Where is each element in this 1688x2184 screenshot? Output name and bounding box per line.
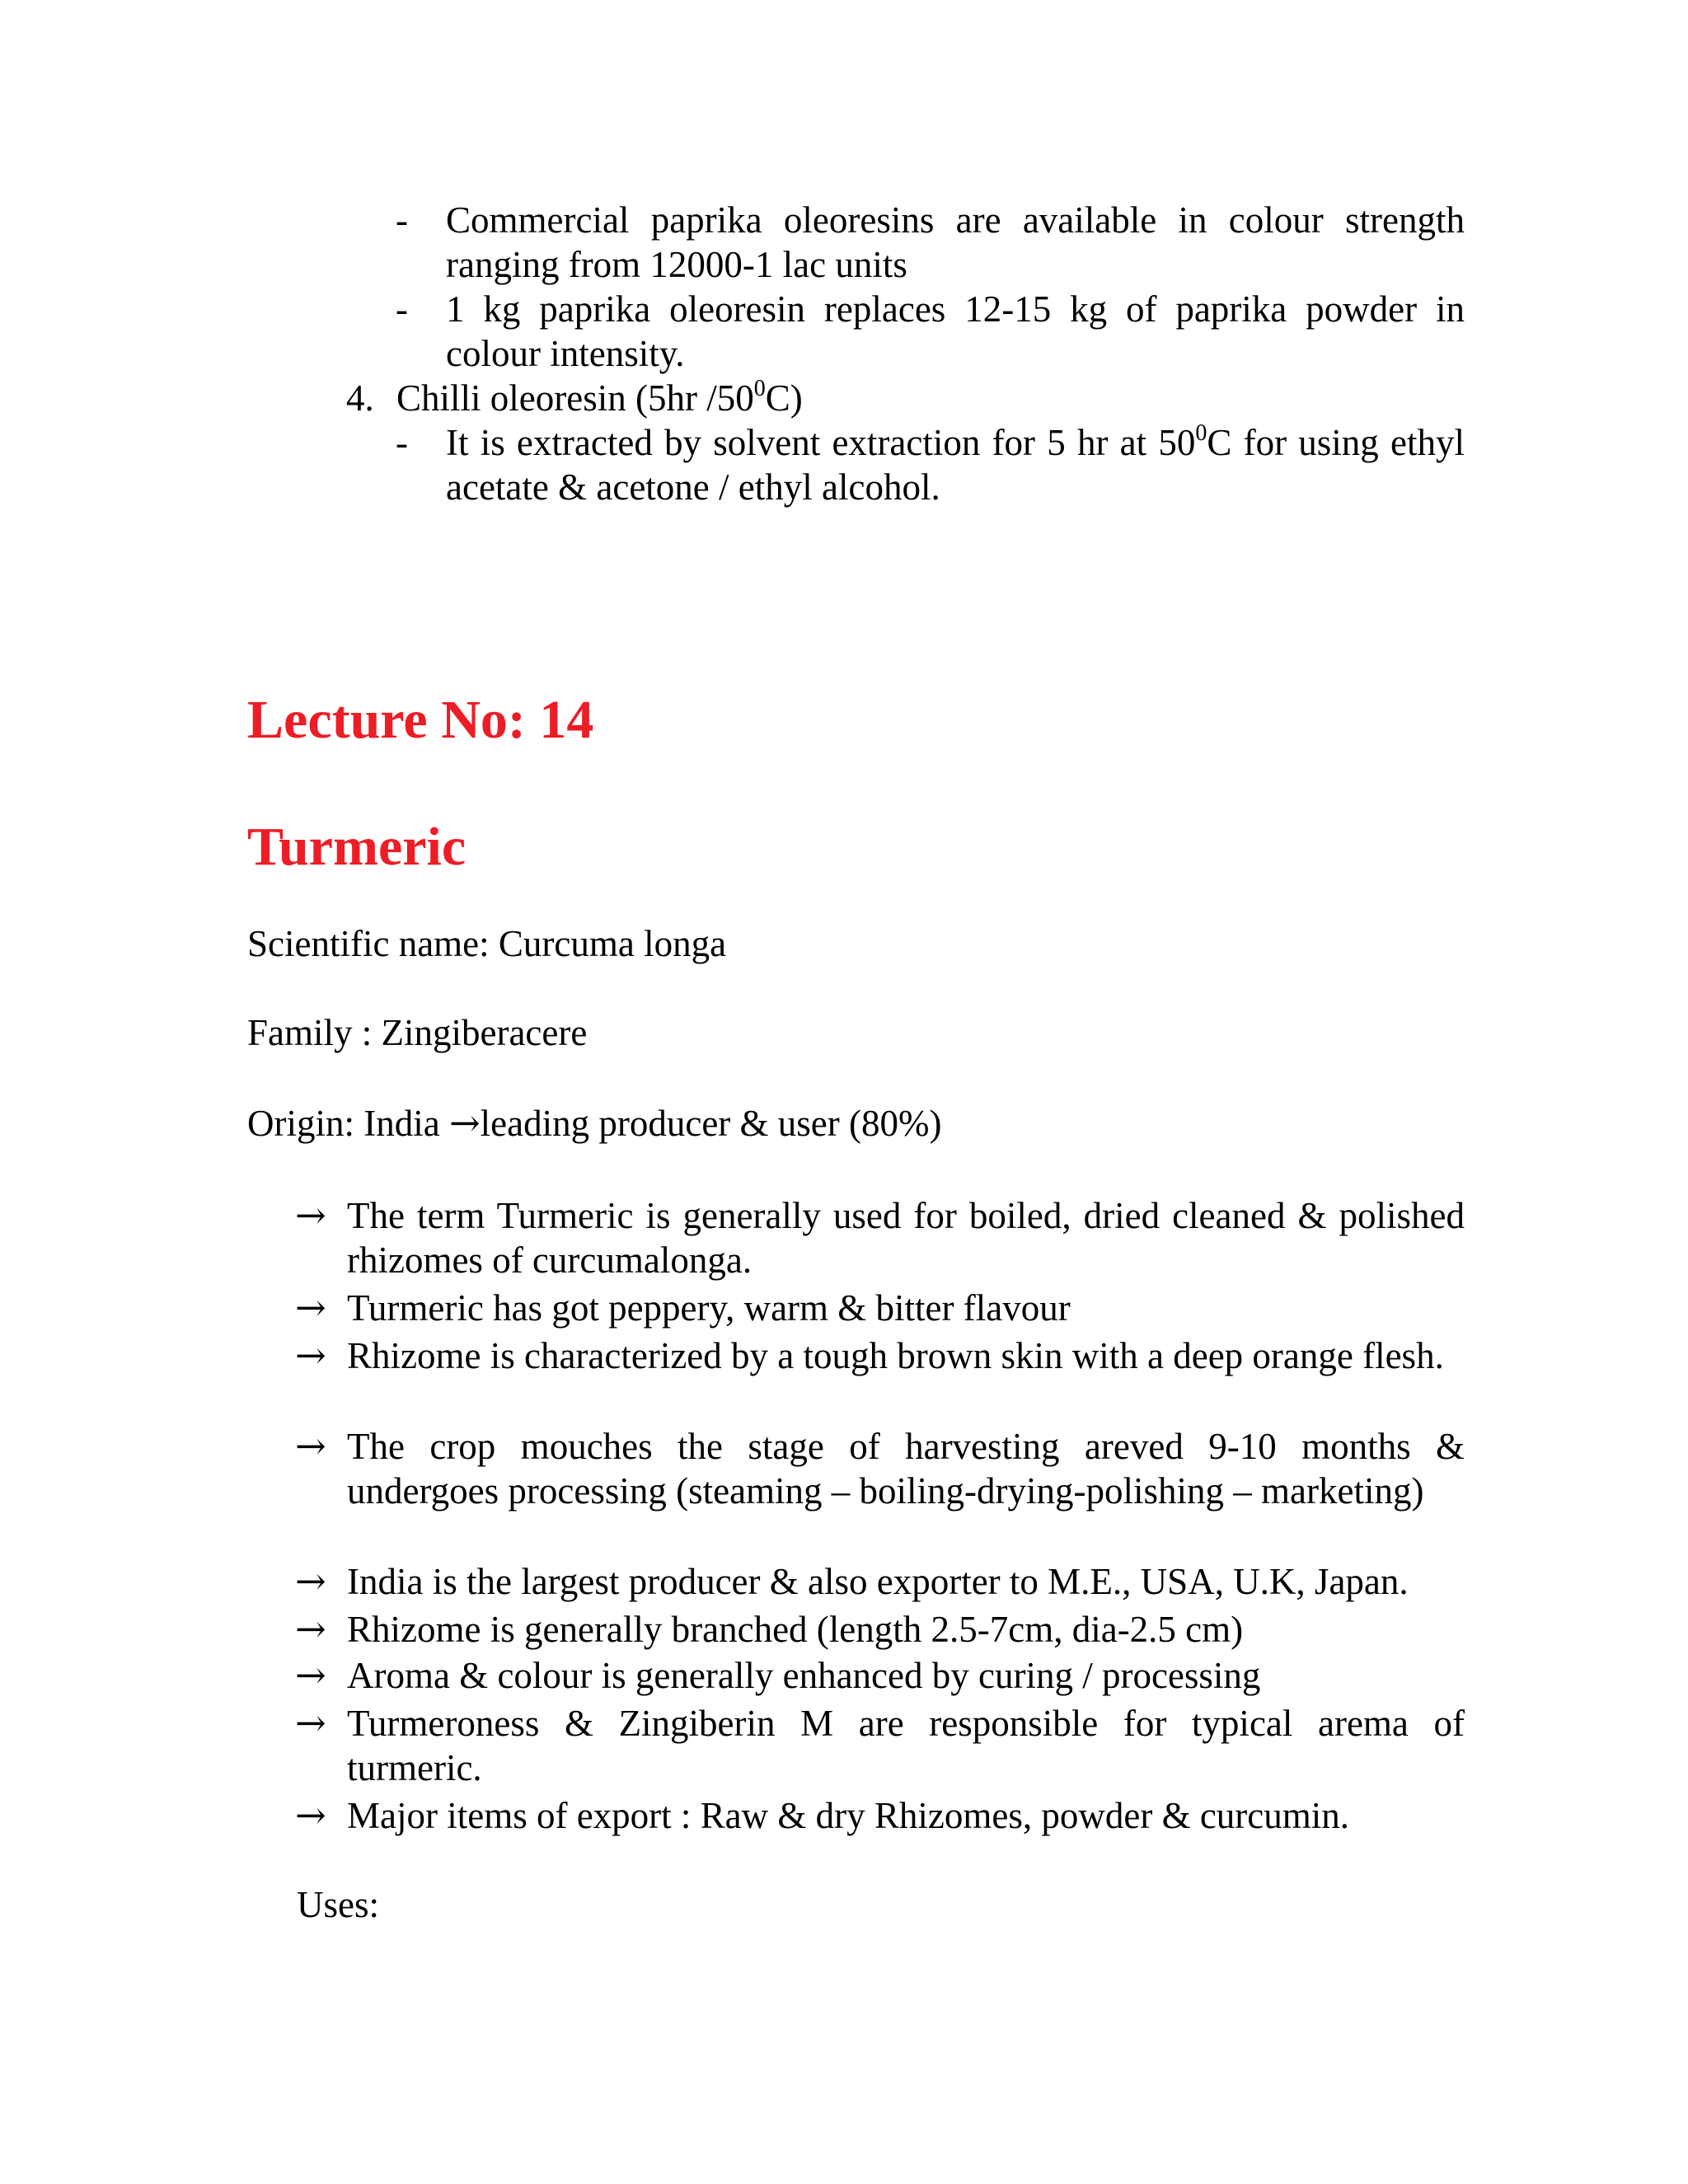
item-chilli-oleoresin: Chilli oleoresin (5hr $/50^0C$) [396,376,803,419]
arrow-icon: → [295,1193,326,1237]
lecture-heading: Lecture No: 14 [247,690,594,750]
point-export-items: Major items of export : Raw & dry Rhizomes, powder & curcumin. [347,1795,1350,1836]
point-turmeroness: Turmeroness & Zingiberin M are responsible for typical arema of turmeric. [347,1703,1465,1788]
list-number: 4. [346,377,374,419]
origin: Origin: India →leading producer & user (80%) [247,1101,942,1145]
point-turmeric-term: The term Turmeric is generally used for boiled, dried cleaned & polished rhizomes of curcumalonga. [347,1195,1465,1281]
bullet-text-paprika-strength: Commercial paprika oleoresins are available in colour strength ranging from 12000-1 lac units [446,199,1465,285]
topic-heading: Turmeric [247,817,467,877]
point-rhizome-skin: Rhizome is characterized by a tough brown skin with a deep orange flesh. [347,1335,1444,1376]
bullet-marker: - [396,199,408,241]
uses-label: Uses: [297,1884,379,1925]
bullet-text-paprika-replacement: 1 kg paprika oleoresin replaces 12-15 kg of paprika powder in colour intensity. [446,288,1465,374]
bullet-marker: - [396,288,408,330]
bullet-text-extraction: It is extracted by solvent extraction for 5 hr at $50^0C$ for using ethyl acetate & acetone / ethyl alcohol. [446,420,1465,508]
arrow-icon: → [295,1607,326,1651]
point-rhizome-branched: Rhizome is generally branched (length 2.5-7cm, dia-2.5 cm) [347,1609,1244,1650]
arrow-icon: → [295,1653,326,1697]
arrow-icon: → [448,1101,481,1145]
arrow-icon: → [295,1286,326,1329]
arrow-icon: → [295,1701,326,1745]
arrow-icon: → [295,1333,326,1377]
scientific-name: Scientific name: Curcuma longa [247,923,727,964]
point-flavour: Turmeric has got peppery, warm & bitter flavour [347,1287,1071,1329]
family: Family : Zingiberacere [247,1012,588,1053]
arrow-icon: → [295,1559,326,1603]
point-aroma-colour: Aroma & colour is generally enhanced by curing / processing [347,1655,1261,1696]
point-largest-producer: India is the largest producer & also exporter to M.E., USA, U.K, Japan. [347,1561,1409,1602]
arrow-icon: → [295,1424,326,1468]
point-harvesting: The crop mouches the stage of harvesting areved 9-10 months & undergoes processing (steaming – boiling-drying-polishing – marketing) [347,1426,1465,1511]
bullet-marker: - [396,422,408,463]
arrow-icon: → [295,1793,326,1837]
